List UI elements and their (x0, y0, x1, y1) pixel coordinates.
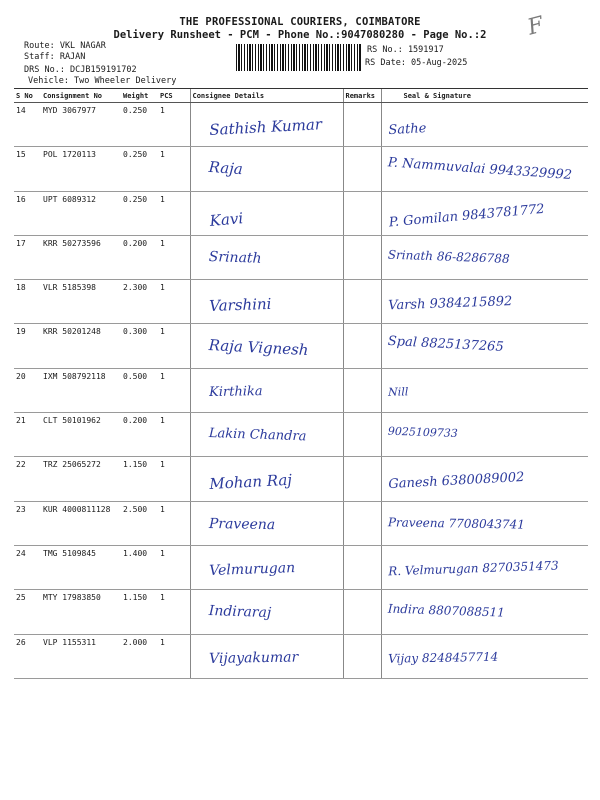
row-pcs: 1 (158, 147, 190, 191)
row-pcs: 1 (158, 235, 190, 279)
vehicle-label: Vehicle: Two Wheeler Delivery (28, 76, 177, 86)
row-weight: 0.200 (121, 235, 158, 279)
row-sno: 18 (14, 280, 41, 324)
row-sno: 23 (14, 501, 41, 545)
col-consignee: Consignee Details (190, 89, 343, 103)
row-consignment-no: VLP 1155311 (41, 634, 121, 678)
consignee-handwritten-name: Praveena (208, 515, 275, 533)
receiver-signature: P. Nammuvalai 9943329992 (386, 155, 572, 184)
receiver-signature: Sathe (387, 121, 427, 139)
row-consignment-no: MYD 3067977 (41, 103, 121, 147)
row-remarks (343, 324, 381, 368)
row-pcs: 1 (158, 413, 190, 457)
consignee-handwritten-name: Kirthika (208, 383, 263, 400)
row-remarks (343, 235, 381, 279)
row-remarks (343, 545, 381, 589)
row-consignee-signature (190, 235, 343, 279)
row-weight: 2.500 (121, 501, 158, 545)
row-pcs: 1 (158, 280, 190, 324)
consignee-handwritten-name: Kavi (208, 208, 244, 230)
row-sno: 21 (14, 413, 41, 457)
row-seal-signature (381, 103, 588, 147)
consignee-handwritten-name: Lakin Chandra (208, 426, 307, 445)
row-remarks (343, 103, 381, 147)
runsheet-table (14, 88, 588, 679)
table-row (14, 501, 588, 545)
row-consignee-signature (190, 501, 343, 545)
rs-number: RS No.: 1591917 (367, 45, 444, 55)
row-remarks (343, 457, 381, 501)
row-pcs: 1 (158, 368, 190, 412)
row-pcs: 1 (158, 324, 190, 368)
col-consignment: Consignment No (41, 89, 121, 103)
consignee-handwritten-name: Raja (207, 158, 243, 179)
row-consignee-signature (190, 545, 343, 589)
row-consignment-no: KUR 4000811128 (41, 501, 121, 545)
table-row (14, 191, 588, 235)
row-pcs: 1 (158, 545, 190, 589)
route-label: Route: VKL NAGAR (24, 41, 106, 51)
row-seal-signature (381, 324, 588, 368)
company-title: THE PROFESSIONAL COURIERS, COIMBATORE (179, 16, 421, 28)
barcode (236, 44, 362, 71)
table-header-row (14, 89, 588, 103)
consignee-handwritten-name: Srinath (208, 248, 262, 267)
row-pcs: 1 (158, 634, 190, 678)
table-row (14, 590, 588, 634)
consignee-handwritten-name: Sathish Kumar (208, 115, 322, 140)
row-consignee-signature (190, 590, 343, 634)
table-row (14, 280, 588, 324)
row-sno: 25 (14, 590, 41, 634)
row-consignment-no: TRZ 25065272 (41, 457, 121, 501)
row-seal-signature (381, 191, 588, 235)
drs-number: DRS No.: DCJB159191702 (24, 65, 137, 75)
table-row (14, 368, 588, 412)
table-row (14, 545, 588, 589)
row-consignee-signature (190, 103, 343, 147)
row-sno: 22 (14, 457, 41, 501)
row-weight: 0.250 (121, 147, 158, 191)
col-pcs: PCS (158, 89, 190, 103)
receiver-signature: Varsh 9384215892 (387, 294, 513, 314)
row-sno: 14 (14, 103, 41, 147)
row-consignment-no: KRR 50201248 (41, 324, 121, 368)
row-remarks (343, 501, 381, 545)
row-weight: 0.500 (121, 368, 158, 412)
receiver-signature: P. Gomilan 9843781772 (387, 201, 545, 231)
receiver-signature: Indira 8807088511 (387, 601, 505, 620)
receiver-signature: Nill (387, 385, 408, 399)
receiver-signature: Spal 8825137265 (386, 334, 504, 356)
table-row (14, 147, 588, 191)
row-pcs: 1 (158, 103, 190, 147)
row-seal-signature (381, 590, 588, 634)
receiver-signature: R. Velmurugan 8270351473 (387, 558, 559, 579)
row-consignment-no: TMG 5109845 (41, 545, 121, 589)
row-remarks (343, 368, 381, 412)
row-sno: 20 (14, 368, 41, 412)
consignee-handwritten-name: Varshini (208, 295, 272, 316)
row-seal-signature (381, 545, 588, 589)
row-sno: 17 (14, 235, 41, 279)
row-pcs: 1 (158, 457, 190, 501)
table-row (14, 103, 588, 147)
row-sno: 24 (14, 545, 41, 589)
table-row (14, 634, 588, 678)
receiver-signature: Vijay 8248457714 (387, 649, 498, 666)
row-consignee-signature (190, 324, 343, 368)
row-consignment-no: KRR 50273596 (41, 235, 121, 279)
row-remarks (343, 191, 381, 235)
row-seal-signature (381, 457, 588, 501)
table-row (14, 457, 588, 501)
table-row (14, 413, 588, 457)
rs-date: RS Date: 05-Aug-2025 (365, 58, 468, 68)
row-remarks (343, 147, 381, 191)
row-seal-signature (381, 235, 588, 279)
consignee-handwritten-name: Indiraraj (208, 603, 271, 622)
row-weight: 1.400 (121, 545, 158, 589)
row-consignment-no: CLT 50101962 (41, 413, 121, 457)
row-consignment-no: UPT 6089312 (41, 191, 121, 235)
row-consignee-signature (190, 457, 343, 501)
row-consignee-signature (190, 280, 343, 324)
receiver-signature: Srinath 86-8286788 (387, 247, 510, 266)
row-consignee-signature (190, 634, 343, 678)
row-pcs: 1 (158, 191, 190, 235)
consignee-handwritten-name: Mohan Raj (208, 471, 292, 494)
consignee-handwritten-name: Raja Vignesh (207, 336, 309, 360)
consignee-handwritten-name: Vijayakumar (208, 649, 298, 667)
col-sno: S No (14, 89, 41, 103)
row-remarks (343, 634, 381, 678)
row-weight: 2.300 (121, 280, 158, 324)
row-consignment-no: MTY 17983850 (41, 590, 121, 634)
row-seal-signature (381, 634, 588, 678)
row-weight: 0.200 (121, 413, 158, 457)
row-consignment-no: POL 1720113 (41, 147, 121, 191)
corner-handwritten-mark: F (525, 12, 547, 41)
row-sno: 26 (14, 634, 41, 678)
col-weight: Weight (121, 89, 158, 103)
row-sno: 15 (14, 147, 41, 191)
receiver-signature: 9025109733 (387, 424, 458, 441)
row-weight: 0.250 (121, 191, 158, 235)
row-remarks (343, 590, 381, 634)
row-weight: 1.150 (121, 590, 158, 634)
row-pcs: 1 (158, 590, 190, 634)
row-weight: 0.250 (121, 103, 158, 147)
row-pcs: 1 (158, 501, 190, 545)
row-consignee-signature (190, 191, 343, 235)
col-remarks: Remarks (343, 89, 381, 103)
staff-label: Staff: RAJAN (24, 52, 86, 62)
row-seal-signature (381, 280, 588, 324)
col-seal-signature: Seal & Signature (381, 89, 588, 103)
row-seal-signature (381, 501, 588, 545)
row-consignee-signature (190, 368, 343, 412)
consignee-handwritten-name: Velmurugan (208, 559, 295, 579)
row-consignment-no: VLR 5185398 (41, 280, 121, 324)
row-sno: 16 (14, 191, 41, 235)
table-row (14, 235, 588, 279)
row-consignment-no: IXM 508792118 (41, 368, 121, 412)
runsheet-subtitle: Delivery Runsheet - PCM - Phone No.:9047080280 - Page No.:2 (113, 29, 487, 41)
row-sno: 19 (14, 324, 41, 368)
row-weight: 1.150 (121, 457, 158, 501)
row-remarks (343, 280, 381, 324)
row-remarks (343, 413, 381, 457)
receiver-signature: Praveena 7708043741 (387, 514, 525, 532)
row-seal-signature (381, 413, 588, 457)
row-seal-signature (381, 368, 588, 412)
row-weight: 2.000 (121, 634, 158, 678)
receiver-signature: Ganesh 6380089002 (387, 470, 525, 493)
row-consignee-signature (190, 147, 343, 191)
row-consignee-signature (190, 413, 343, 457)
row-seal-signature (381, 147, 588, 191)
row-weight: 0.300 (121, 324, 158, 368)
table-row (14, 324, 588, 368)
